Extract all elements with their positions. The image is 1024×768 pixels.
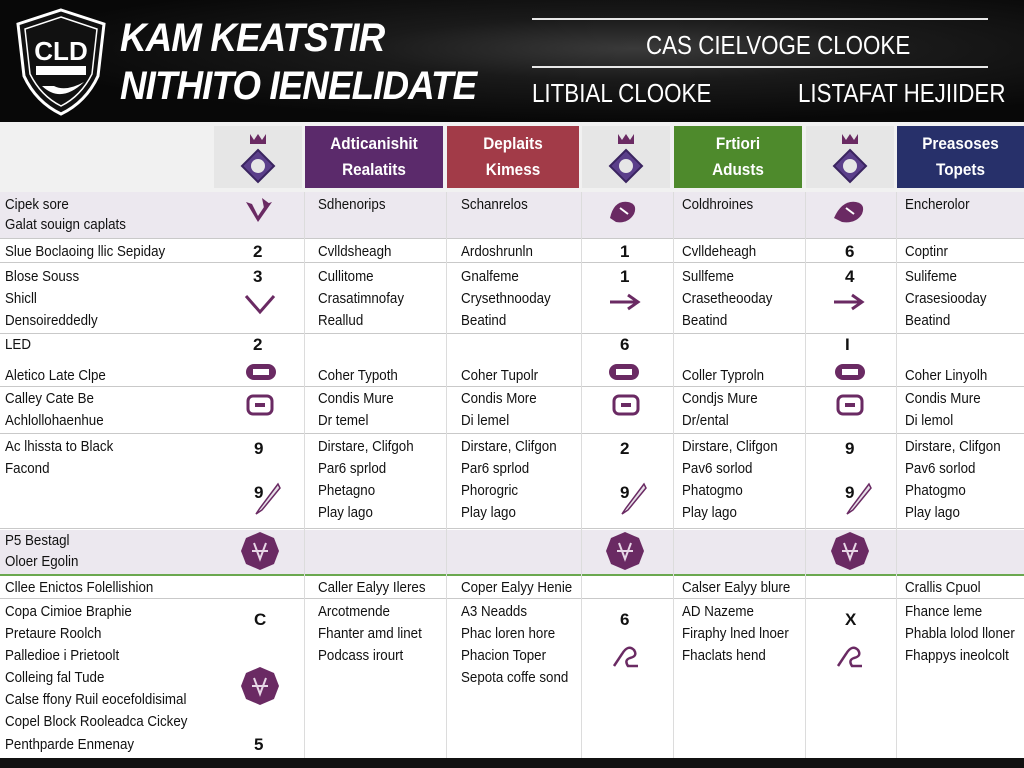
cell: Par6 sprlod: [461, 461, 530, 477]
cell: Phatogmo: [682, 483, 743, 499]
cell: Par6 sprlod: [318, 461, 387, 477]
header-rule-top: [532, 18, 988, 20]
count-value: 1: [620, 242, 630, 261]
cell: Condjs Mure: [682, 391, 758, 407]
row-divider: [0, 238, 1024, 239]
row-label: Calse ffony Ruil eocefoldisimal: [5, 692, 187, 708]
title-line-1: KAM KEATSTIR: [120, 16, 385, 60]
row-label: Shicll: [5, 291, 37, 307]
emblem-icon: [605, 531, 645, 571]
badge-icon: [608, 362, 640, 382]
cell: Phac loren hore: [461, 626, 556, 642]
cell: Pav6 sorlod: [905, 461, 976, 477]
cell: Ardoshrunln: [461, 244, 533, 260]
column-header-1[interactable]: Adticanishit Realatits: [305, 126, 443, 188]
row-divider: [0, 262, 1024, 263]
row-label: Facond: [5, 461, 50, 477]
row-label: Penthparde Enmenay: [5, 737, 135, 753]
column-divider: [304, 192, 305, 758]
column-divider: [673, 192, 674, 758]
cell: Arcotmende: [318, 604, 390, 620]
cell: Play lago: [318, 505, 373, 521]
cell: Di lemol: [905, 413, 954, 429]
row-label: Blose Souss: [5, 269, 80, 285]
swirl-icon: [834, 642, 866, 670]
count-value: C: [254, 610, 267, 629]
crest-icon: [604, 130, 648, 186]
header-mid-left-text: LITBIAL CLOOKE: [532, 78, 712, 108]
cell: Coper Ealyy Henie: [461, 580, 573, 596]
cell: Condis Mure: [905, 391, 981, 407]
cell: Encherolor: [905, 197, 970, 213]
count-value: 3: [253, 267, 263, 286]
tag-icon: [836, 394, 864, 416]
row-divider: [0, 598, 1024, 599]
count-value: 6: [620, 335, 630, 354]
cell: Firaphy lned lnoer: [682, 626, 789, 642]
count-value: 9: [845, 439, 855, 458]
row-divider: [0, 528, 1024, 529]
cell: Dirstare, Clifgon: [461, 439, 557, 455]
cell: AD Nazeme: [682, 604, 754, 620]
crest-icon: [236, 130, 280, 186]
row-label: Densoireddedly: [5, 313, 98, 329]
count-value: 2: [620, 439, 630, 458]
fist-icon: [244, 196, 274, 226]
cell: Gnalfeme: [461, 269, 519, 285]
cell: Fhanter amd linet: [318, 626, 422, 642]
row-label: Oloer Egolin: [5, 554, 79, 570]
cell: Dr temel: [318, 413, 369, 429]
brush-icon: [618, 482, 648, 516]
row-label: Calley Cate Be: [5, 391, 94, 407]
column-icon-cell: [214, 126, 302, 188]
row-label: Slue Boclaoing llic Sepiday: [5, 244, 166, 260]
cell: Fhance leme: [905, 604, 983, 620]
cell: Dr/ental: [682, 413, 729, 429]
row-label: Palledioe i Prietoolt: [5, 648, 120, 664]
cell: Coldhroines: [682, 197, 754, 213]
header-top-right-text: CAS CIELVOGE CLOOKE: [646, 30, 911, 60]
row-label: Cllee Enictos Folellishion: [5, 580, 154, 596]
cell: Play lago: [905, 505, 960, 521]
cell: Podcass irourt: [318, 648, 404, 664]
cell: Coller Typroln: [682, 368, 765, 384]
shield-logo-icon: [14, 8, 108, 116]
cell: Phabla lolod lloner: [905, 626, 1015, 642]
swirl-icon: [610, 642, 642, 670]
column-header-2[interactable]: Deplaits Kimess: [447, 126, 579, 188]
cell: Crasesiooday: [905, 291, 987, 307]
cell: Dirstare, Clifgoh: [318, 439, 414, 455]
logo-text: CLD: [34, 36, 88, 66]
cell: Beatind: [682, 313, 728, 329]
badge-icon: [245, 362, 277, 382]
emblem-icon: [240, 531, 280, 571]
row-label: Pretaure Roolch: [5, 626, 102, 642]
row-label: Copel Block Rooleadca Cickey: [5, 714, 188, 730]
cell: Schanrelos: [461, 197, 528, 213]
cell: Crallis Cpuol: [905, 580, 981, 596]
brush-icon: [252, 482, 282, 516]
row-label: Colleing fal Tude: [5, 670, 105, 686]
arrow-right-icon: [832, 292, 868, 312]
count-value: I: [845, 335, 850, 354]
cell: Sulifeme: [905, 269, 957, 285]
count-value: 6: [845, 242, 855, 261]
column-header-3[interactable]: Frtiori Adusts: [674, 126, 802, 188]
row-label: Galat souign caplats: [5, 217, 126, 233]
brush-icon: [843, 482, 873, 516]
header-rule-mid: [532, 66, 988, 68]
count-value: 5: [254, 735, 264, 754]
cell: Phacion Toper: [461, 648, 547, 664]
chevron-down-icon: [244, 292, 276, 316]
crest-icon: [828, 130, 872, 186]
count-value: 4: [845, 267, 855, 286]
gesture-icon: [606, 196, 640, 226]
column-divider: [446, 192, 447, 758]
cell: Cvlldeheagh: [682, 244, 757, 260]
column-header-4[interactable]: Preasoses Topets: [897, 126, 1024, 188]
row-divider-green: [0, 574, 1024, 576]
tag-icon: [246, 394, 274, 416]
cell: Pav6 sorlod: [682, 461, 753, 477]
cell: Beatind: [461, 313, 507, 329]
cell: Coher Linyolh: [905, 368, 988, 384]
cell: Reallud: [318, 313, 364, 329]
column-divider: [805, 192, 806, 758]
row-label: Cipek sore: [5, 197, 69, 213]
count-value: X: [845, 610, 857, 629]
cell: Di lemel: [461, 413, 510, 429]
column-icon-cell: [806, 126, 894, 188]
count-value: 9: [620, 483, 630, 502]
cell: Beatind: [905, 313, 951, 329]
cell: Crasatimnofay: [318, 291, 405, 307]
column-divider: [581, 192, 582, 758]
cell: Condis More: [461, 391, 537, 407]
row-divider: [0, 333, 1024, 334]
count-value: 9: [254, 439, 264, 458]
cell: Play lago: [461, 505, 516, 521]
row-label: Copa Cimioe Braphie: [5, 604, 132, 620]
cell: Coher Typoth: [318, 368, 398, 384]
row-divider: [0, 433, 1024, 434]
cell: Phatogmo: [905, 483, 966, 499]
row-background: [0, 530, 1024, 574]
count-value: 6: [620, 610, 630, 629]
gesture-icon: [832, 196, 868, 226]
cell: Coher Tupolr: [461, 368, 539, 384]
emblem-icon: [240, 666, 280, 706]
cell: Caller Ealyy Ileres: [318, 580, 426, 596]
arrow-right-icon: [608, 292, 644, 312]
cell: Crysethnooday: [461, 291, 551, 307]
cell: Sullfeme: [682, 269, 734, 285]
bottom-bar: [0, 758, 1024, 768]
count-value: 2: [253, 242, 263, 261]
tag-icon: [612, 394, 640, 416]
title-line-2: NITHITO IENELIDATE: [120, 64, 477, 108]
cell: Condis Mure: [318, 391, 394, 407]
cell: A3 Neadds: [461, 604, 528, 620]
header-mid-right-text: LISTAFAT HEJIIDER: [798, 78, 1006, 108]
emblem-icon: [830, 531, 870, 571]
cell: Fhaclats hend: [682, 648, 766, 664]
cell: Dirstare, Clifgon: [905, 439, 1001, 455]
cell: Fhappys ineolcolt: [905, 648, 1009, 664]
page-title: [120, 14, 476, 110]
badge-icon: [834, 362, 866, 382]
cell: Dirstare, Clifgon: [682, 439, 778, 455]
row-label: Aletico Late Clpe: [5, 368, 106, 384]
row-divider: [0, 386, 1024, 387]
column-divider: [896, 192, 897, 758]
row-label: Ac lhissta to Black: [5, 439, 114, 455]
row-label: P5 Bestagl: [5, 533, 70, 549]
cell: Sepota coffe sond: [461, 670, 569, 686]
cell: Crasetheooday: [682, 291, 773, 307]
row-label: Achlollohaenhue: [5, 413, 104, 429]
cell: Phetagno: [318, 483, 376, 499]
cell: Cullitome: [318, 269, 374, 285]
cell: Cvlldsheagh: [318, 244, 392, 260]
cell: Play lago: [682, 505, 737, 521]
cell: Phorogric: [461, 483, 519, 499]
count-value: 1: [620, 267, 630, 286]
count-value: 9: [845, 483, 855, 502]
header-banner: [0, 0, 1024, 122]
cell: Coptinr: [905, 244, 949, 260]
count-value: 9: [254, 483, 264, 502]
column-icon-cell: [582, 126, 670, 188]
row-label: LED: [5, 337, 31, 353]
cell: Calser Ealyy blure: [682, 580, 791, 596]
cell: Sdhenorips: [318, 197, 386, 213]
count-value: 2: [253, 335, 263, 354]
